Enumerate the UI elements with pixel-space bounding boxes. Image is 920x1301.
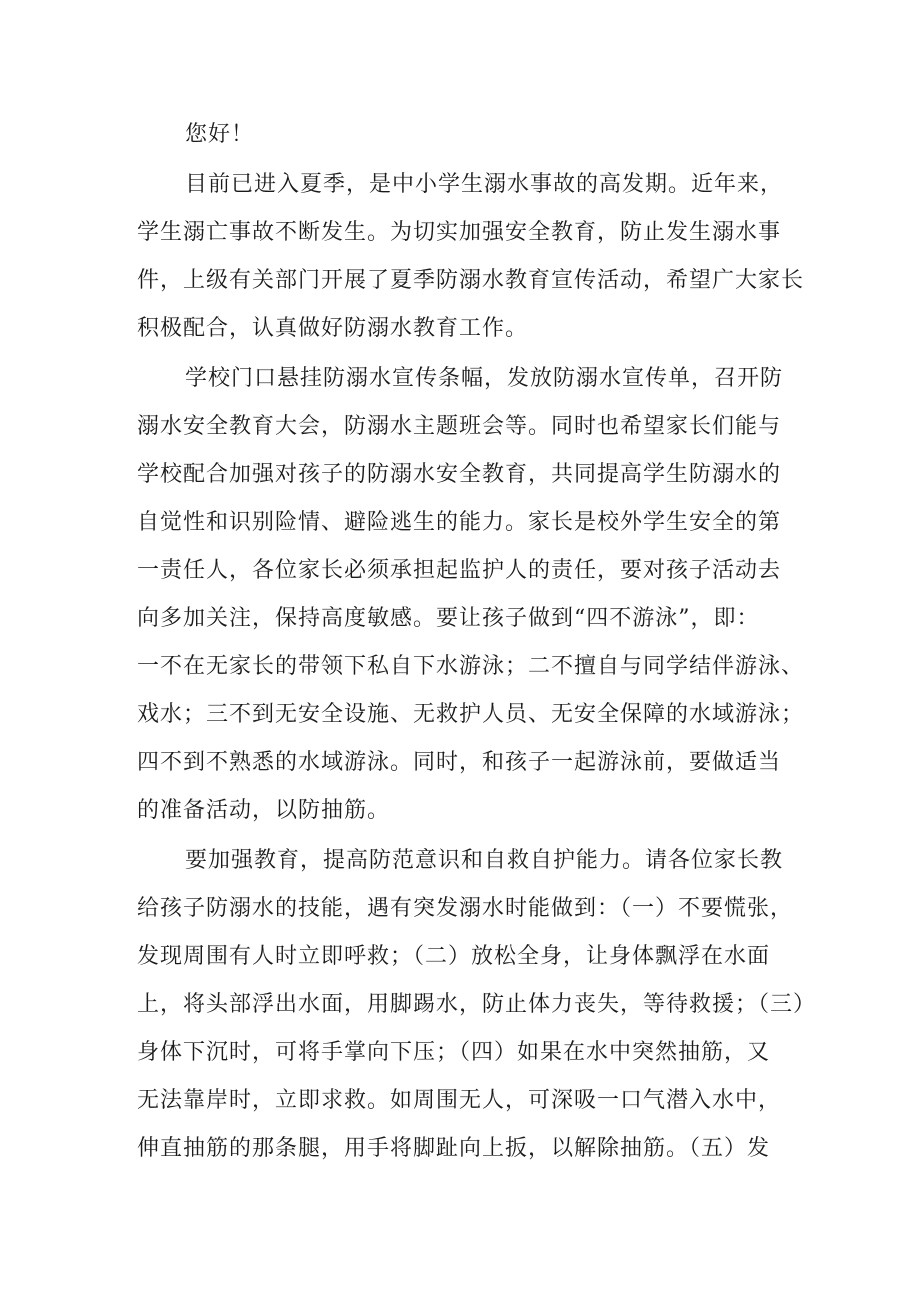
paragraph-line: 件，上级有关部门开展了夏季防溺水教育宣传活动，希望广大家长 (137, 268, 805, 293)
paragraph-line: 积极配合，认真做好防溺水教育工作。 (137, 316, 529, 341)
paragraph-line: 要加强教育，提高防范意识和自救自护能力。请各位家长教 (185, 848, 784, 873)
paragraph-line: 一责任人，各位家长必须承担起监护人的责任，要对孩子活动去 (137, 558, 782, 583)
paragraph-line: 一不在无家长的带领下私自下水游泳；二不擅自与同学结伴游泳、 (137, 654, 805, 679)
paragraph-line: 无法靠岸时，立即求救。如周围无人，可深吸一口气潜入水中， (137, 1088, 782, 1113)
paragraph-line: 戏水；三不到无安全设施、无救护人员、无安全保障的水域游泳； (137, 702, 805, 727)
paragraph-line: 身体下沉时，可将手掌向下压；（四）如果在水中突然抽筋，又 (137, 1040, 771, 1065)
paragraph-line: 学校配合加强对孩子的防溺水安全教育，共同提高学生防溺水的 (137, 462, 782, 487)
paragraph-line: 上，将头部浮出水面，用脚踢水，防止体力丧失，等待救援；（三） (137, 992, 817, 1017)
paragraph-line: 四不到不熟悉的水域游泳。同时，和孩子一起游泳前，要做适当 (137, 750, 782, 775)
paragraph-line: 的准备活动，以防抽筋。 (137, 798, 391, 823)
paragraph-line: 向多加关注，保持高度敏感。要让孩子做到“四不游泳”，即： (137, 606, 760, 631)
paragraph-line: 发现周围有人时立即呼救；（二）放松全身，让身体飘浮在水面 (137, 944, 771, 969)
paragraph-line: 学校门口悬挂防溺水宣传条幅，发放防溺水宣传单，召开防 (185, 366, 784, 391)
paragraph-line: 给孩子防溺水的技能，遇有突发溺水时能做到：（一）不要慌张， (137, 896, 794, 921)
greeting: 您好！ (185, 122, 255, 147)
paragraph-line: 伸直抽筋的那条腿，用手将脚趾向上扳，以解除抽筋。（五）发 (137, 1136, 771, 1161)
paragraph-line: 自觉性和识别险情、避险逃生的能力。家长是校外学生安全的第 (137, 510, 782, 535)
paragraph-line: 溺水安全教育大会，防溺水主题班会等。同时也希望家长们能与 (137, 414, 782, 439)
paragraph-line: 学生溺亡事故不断发生。为切实加强安全教育，防止发生溺水事 (137, 220, 782, 245)
paragraph-line: 目前已进入夏季，是中小学生溺水事故的高发期。近年来， (185, 172, 784, 197)
